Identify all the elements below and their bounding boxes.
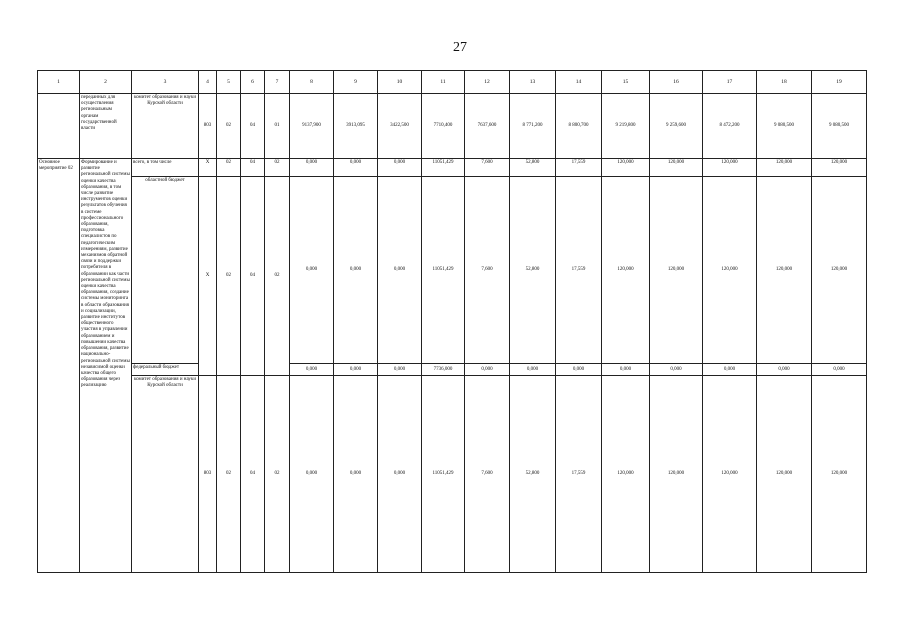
table-cell: 0,000 xyxy=(650,364,703,376)
table-cell: 0,000 xyxy=(378,376,422,573)
header-row xyxy=(38,71,867,94)
table-cell: 7,600 xyxy=(465,177,510,364)
table-cell: 7637,600 xyxy=(465,94,510,159)
table-cell: 120,000 xyxy=(812,159,867,177)
table-row xyxy=(38,94,867,159)
table-cell: 7736,000 xyxy=(422,364,465,376)
page-number: 27 xyxy=(453,40,467,55)
table-cell: 02 xyxy=(265,177,290,376)
table-row xyxy=(38,159,867,177)
table-cell: 7710,400 xyxy=(422,94,465,159)
table-cell: 04 xyxy=(241,159,265,177)
header-cell: 15 xyxy=(602,71,650,94)
header-cell: 8 xyxy=(290,71,334,94)
table-cell: 120,000 xyxy=(757,376,812,573)
table-cell: 0,000 xyxy=(290,376,334,573)
table-cell: 120,000 xyxy=(812,376,867,573)
table-cell: 3913,095 xyxy=(334,94,378,159)
header-cell: 13 xyxy=(510,71,556,94)
table-cell: Х xyxy=(199,159,217,177)
table-cell: 120,000 xyxy=(757,177,812,364)
table-cell: 01 xyxy=(265,94,290,159)
table-cell: 11051,429 xyxy=(422,159,465,177)
table-cell: 02 xyxy=(265,159,290,177)
header-cell: 6 xyxy=(241,71,265,94)
table-cell: 120,000 xyxy=(703,376,757,573)
table-cell: 0,000 xyxy=(556,364,602,376)
table-cell: 0,000 xyxy=(290,177,334,364)
table-cell: 17,559 xyxy=(556,376,602,573)
table-cell: 0,000 xyxy=(334,159,378,177)
table-cell: 0,000 xyxy=(378,159,422,177)
header-cell: 1 xyxy=(38,71,80,94)
header-cell: 16 xyxy=(650,71,703,94)
table-cell: Х xyxy=(199,177,217,376)
header-cell: 11 xyxy=(422,71,465,94)
table-cell: 7,600 xyxy=(465,376,510,573)
header-cell: 7 xyxy=(265,71,290,94)
table-row xyxy=(38,376,867,573)
table-cell: 0,000 xyxy=(290,159,334,177)
activity-description: переданных для осуществления региональным органам государственной власти xyxy=(80,94,132,159)
table-cell: 120,000 xyxy=(650,159,703,177)
table-cell: 120,000 xyxy=(703,159,757,177)
table-cell: 0,000 xyxy=(334,376,378,573)
header-cell: 18 xyxy=(757,71,812,94)
table-cell: 9 080,500 xyxy=(812,94,867,159)
table-cell: 120,000 xyxy=(650,177,703,364)
table-cell: 3422,500 xyxy=(378,94,422,159)
table-cell: 02 xyxy=(217,376,241,573)
table-cell: 9137,900 xyxy=(290,94,334,159)
table-cell: 803 xyxy=(199,94,217,159)
table-cell: 04 xyxy=(241,376,265,573)
table-cell: 02 xyxy=(217,94,241,159)
table-cell: 0,000 xyxy=(703,364,757,376)
table-cell: 0,000 xyxy=(510,364,556,376)
table-cell: 8 472,200 xyxy=(703,94,757,159)
table-cell: 52,800 xyxy=(510,159,556,177)
table-cell: 11051,429 xyxy=(422,376,465,573)
measure-description: Формирование и развитие региональной системы оценки качества образования, в том числе развитие инструментов оценки результатов обучения в системе профессионального образования, подготовка специалистов по педагогическим измерениям, развитие механизмов обратной связи и поддержки потребителя в образовании как части региональной системы оценки качества образования, создание системы мониторинга в области образования и социализации, развитие институтов общественного участия в управлении образованием и повышении качества образования, развитие национально-региональной системы независимой оценки качества общего образования через реализацию xyxy=(80,159,132,573)
table-cell: 120,000 xyxy=(703,177,757,364)
source-label: областной бюджет xyxy=(132,177,199,364)
table-cell: 7,600 xyxy=(465,159,510,177)
measure-title: Основное мероприятие 02 xyxy=(38,159,80,573)
table-cell: 04 xyxy=(241,94,265,159)
table-cell: 02 xyxy=(217,177,241,376)
table-cell: 0,000 xyxy=(465,364,510,376)
table-cell: 8 771,200 xyxy=(510,94,556,159)
table-cell: 9 080,500 xyxy=(757,94,812,159)
header-cell: 9 xyxy=(334,71,378,94)
header-cell: 4 xyxy=(199,71,217,94)
table-cell: 120,000 xyxy=(602,177,650,364)
budget-table xyxy=(37,70,867,573)
source-label: федеральный бюджет xyxy=(132,364,199,376)
table-cell: 52,800 xyxy=(510,177,556,364)
header-cell: 17 xyxy=(703,71,757,94)
table-cell: 8 800,700 xyxy=(556,94,602,159)
header-cell: 12 xyxy=(465,71,510,94)
cell-empty xyxy=(38,94,80,159)
table-row xyxy=(38,177,867,364)
table-cell: 9 219,800 xyxy=(602,94,650,159)
table-cell: 52,800 xyxy=(510,376,556,573)
table-cell: 0,000 xyxy=(378,364,422,376)
header-cell: 2 xyxy=(80,71,132,94)
table-cell: 17,559 xyxy=(556,177,602,364)
table-cell: 0,000 xyxy=(378,177,422,364)
table-cell: 120,000 xyxy=(602,159,650,177)
table-cell: 803 xyxy=(199,376,217,573)
table-row xyxy=(38,364,867,376)
header-cell: 14 xyxy=(556,71,602,94)
table-cell: 17,559 xyxy=(556,159,602,177)
table-cell: 0,000 xyxy=(334,364,378,376)
table-cell: 0,000 xyxy=(602,364,650,376)
table-cell: 0,000 xyxy=(334,177,378,364)
table-cell: 0,000 xyxy=(812,364,867,376)
header-cell: 3 xyxy=(132,71,199,94)
table-cell: 120,000 xyxy=(602,376,650,573)
header-cell: 10 xyxy=(378,71,422,94)
header-cell: 19 xyxy=(812,71,867,94)
table-cell: 02 xyxy=(265,376,290,573)
table-cell: 11051,429 xyxy=(422,177,465,364)
table-cell: 120,000 xyxy=(757,159,812,177)
table-cell: 02 xyxy=(217,159,241,177)
table-cell: 120,000 xyxy=(650,376,703,573)
table-cell: 0,000 xyxy=(757,364,812,376)
table-cell: 04 xyxy=(241,177,265,376)
executor-cell: комитет образования и науки Курской области xyxy=(132,376,199,573)
header-cell: 5 xyxy=(217,71,241,94)
table-cell: 0,000 xyxy=(290,364,334,376)
executor-cell: комитет образования и науки Курской области xyxy=(132,94,199,159)
source-label: всего, в том числе xyxy=(132,159,199,177)
table-cell: 120,000 xyxy=(812,177,867,364)
table-cell: 9 259,600 xyxy=(650,94,703,159)
